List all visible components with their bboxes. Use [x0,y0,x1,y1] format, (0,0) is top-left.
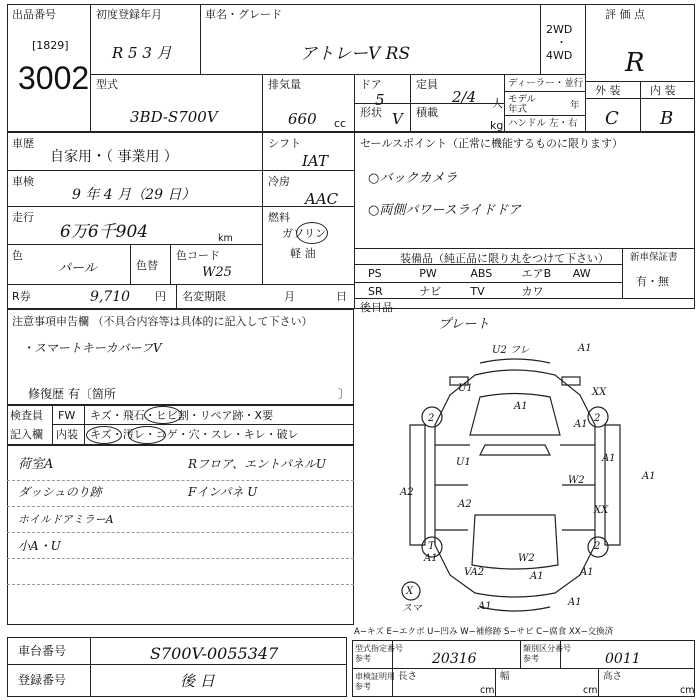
shape-value: V [392,110,403,128]
remark-left-3: ホイルドアミラーA [18,513,114,526]
capacity-label: 定員 [416,78,438,91]
damage-mark: VA2 [464,567,485,578]
category-value: 0011 [605,651,641,667]
recycle-unit: 円 [155,290,166,303]
displacement-value: 660 [288,110,317,128]
chassis-value: S700V-0055347 [150,644,279,663]
model-value: 3BD-S700V [130,108,218,126]
divider [354,298,695,299]
divider [200,4,201,74]
fuel-option-gasoline: ガソリン [282,227,326,240]
interior-label: 内 装 [650,84,676,97]
damage-mark: A1 [602,453,616,464]
damage-mark: A2 [400,487,414,498]
category-label: 類別区分番号 参考 [523,644,571,663]
color-code-value: W25 [202,265,232,280]
type-designation-label: 型式指定番号 参考 [355,644,403,663]
selling-point-2: ○両側パワースライドドア [368,203,521,218]
damage-legend: A−キズ E−エクボ U−凹み W−補修跡 S−サビ C−腐食 XX−交換済 [354,627,614,637]
repair-label: 修復歴 有〔箇所 [28,387,116,401]
damage-mark: T [428,541,435,552]
fw-items: キズ・飛石・ヒビ割・リペア跡・X要 [90,409,274,422]
chassis-label: 車台番号 [18,644,67,658]
damage-mark: A1 [580,567,594,578]
history-label: 車歴 [12,137,34,150]
transfer-day: 日 [336,290,347,303]
divider [598,668,599,697]
sheet-top [7,4,695,132]
divider [262,132,263,284]
damage-mark: U2 フレ [492,345,530,356]
height-label: 高さ [603,671,623,682]
damage-mark: A1 [530,571,544,582]
divider [7,170,354,171]
first-reg-label: 初度登録年月 [96,8,162,21]
divider [7,506,354,507]
score-value: R [625,48,645,78]
length-unit: cm [480,685,495,696]
model-year-label: モデル 年式 [508,94,537,115]
equipment-item-0: PS [368,267,382,280]
divider [130,244,131,284]
fw-label: FW [58,409,76,422]
damage-mark: A1 [578,343,592,354]
registration-value: 後 日 [180,672,215,690]
drive-2wd: 2WD [546,23,573,36]
exterior-value: C [605,108,619,129]
damage-mark: A1 [642,471,656,482]
remark-left-2: ダッシュのり跡 [18,485,102,499]
mileage-label: 走行 [12,211,34,224]
damage-mark: XX [594,505,609,516]
divider [354,264,622,265]
height-unit: cm [680,685,695,696]
inspector-label-1: 検査員 [10,409,43,422]
year-unit: 年 [570,100,580,111]
divider [354,282,622,283]
shape-label: 形状 [360,106,382,119]
notes-line-1: ・スマートキーカバーフV [22,341,162,355]
selling-point-1: ○バックカメラ [368,171,458,186]
selection-circle [144,406,182,424]
handle-label: ハンドル 左・右 [508,118,578,129]
ac-label: 冷房 [268,175,290,188]
inspection-label: 車検 [12,175,34,188]
first-reg-value: R 5 3 月 [112,44,172,62]
name-value: アトレーV RS [300,44,411,64]
divider [540,4,541,74]
color-value: パール [58,261,97,276]
divider [170,244,171,284]
equipment-item-3: エアB [521,267,552,280]
equipment-item-2: ABS [470,267,493,280]
repair-close: 〕 [338,387,351,401]
equipment-item-4: AW [572,267,591,280]
shift-value: IAT [302,152,328,170]
ac-value: AAC [305,190,339,208]
damage-mark: スマ [402,603,422,614]
selection-circle [86,426,122,444]
certificate-label: 車検証明用 参考 [355,672,395,691]
mileage-unit: km [218,233,233,244]
fuel-label: 燃料 [268,211,290,224]
divider [7,480,354,481]
displacement-unit: cc [334,117,347,130]
drive-4wd: 4WD [546,49,573,62]
damage-mark: 2 [594,541,601,552]
model-label: 型式 [96,78,118,91]
interior-check-label: 内装 [56,428,78,441]
divider [585,98,695,99]
later-label: 後日品 [360,301,393,314]
divider [7,584,354,585]
divider [520,640,521,668]
exterior-label: 外 装 [595,84,621,97]
load-unit: kg [490,119,504,132]
registration-label: 登録番号 [18,673,67,687]
equipment-item-row2-3: カワ [521,285,544,298]
lot-label: 出品番号 [12,8,56,21]
divider [352,668,695,669]
color-change-label: 色替 [136,259,158,272]
divider [622,248,623,298]
width-unit: cm [583,685,598,696]
recycle-value: 9,710 [90,289,131,305]
damage-mark: A1 [478,601,492,612]
remark-left-1: 荷室A [18,457,54,472]
interior-value: B [660,108,674,129]
displacement-label: 排気量 [268,78,301,91]
lot-code: [1829] [32,39,69,52]
selling-label: セールスポイント（正常に機能するものに限ります） [360,137,624,150]
damage-mark: A2 [458,499,472,510]
shift-label: シフト [268,137,301,150]
remark-left-4: 小A・U [18,539,61,553]
selection-circle [128,426,166,444]
damage-mark: X [406,586,414,597]
divider [7,558,354,559]
capacity-unit: 人 [492,97,503,110]
remarks-box [7,445,354,625]
remark-right-2: Fインパネ U [188,485,258,499]
recycle-label: R券 [12,290,31,303]
dealer-label: ディーラー・並行 [508,78,584,89]
color-label: 色 [12,249,23,262]
length-label: 長さ [398,671,418,682]
damage-mark: A1 [574,419,588,430]
load-label: 積載 [416,106,438,119]
equipment-item-row2-2: TV [470,285,485,298]
divider [495,668,496,697]
inspector-label-2: 記入欄 [10,428,43,441]
damage-mark: A1 [514,401,528,412]
fuel-option-diesel: 軽 油 [290,247,316,260]
color-code-label: 色コード [176,249,220,262]
type-designation-value: 20316 [432,651,477,667]
equipment-item-row2-1: ナビ [419,285,442,298]
equipment-item-1: PW [419,267,437,280]
divider [52,424,354,425]
score-label: 評 価 点 [605,8,645,21]
damage-mark: 2 [594,413,601,424]
damage-mark: A1 [424,553,438,564]
divider [84,405,85,445]
divider [354,248,695,249]
divider [504,115,585,116]
divider [354,103,504,104]
later-value: プレート [438,317,490,332]
equipment-item-row2-0: SR [368,285,383,298]
damage-mark: A1 [568,597,582,608]
name-label: 車名・グレード [205,8,282,21]
divider [7,532,354,533]
equipment-row-1 [362,268,618,282]
divider [7,664,347,665]
selection-circle [296,222,328,244]
warranty-value: 有・無 [636,275,669,288]
divider [90,74,585,75]
mileage-value: 6万6千904 [60,222,149,242]
divider [7,206,354,207]
equipment-label: 装備品（純正品に限り丸をつけて下さい） [400,252,609,265]
inspection-value: 9 年 4 月（29 日） [72,187,196,203]
divider [504,74,505,132]
divider [504,91,585,92]
divider [90,4,91,132]
divider [7,244,262,245]
interior-check-items: キズ・汚レ・コゲ・穴・スレ・キレ・破レ [90,428,299,441]
damage-mark: U1 [458,383,473,394]
remark-right-1: Rフロア、エントパネルU [188,457,326,471]
damage-mark: XX [592,387,607,398]
car-damage-diagram [380,335,680,625]
width-label: 幅 [500,671,510,682]
divider [640,81,641,132]
lot-number: 3002 [18,60,90,96]
transfer-month: 月 [284,290,295,303]
divider [90,637,91,697]
damage-mark: W2 [518,553,535,564]
divider [52,405,53,445]
history-value: 自家用・（ 事業用 ） [50,149,178,165]
damage-mark: 2 [428,413,435,424]
damage-mark: W2 [568,475,585,486]
divider [176,284,177,309]
damage-mark: U1 [456,457,471,468]
doors-label: ドア [360,78,382,91]
doors-value: 5 [375,91,385,109]
capacity-value: 2/4 [452,88,477,106]
notes-label: 注意事項申告欄 （不具合内容等は具体的に記入して下さい） [12,315,313,328]
divider [262,74,263,132]
warranty-label: 新車保証書 [630,252,678,263]
divider [585,4,586,132]
drive-dot: ・ [556,36,567,49]
divider [7,284,354,285]
transfer-label: 名変期限 [182,290,226,303]
